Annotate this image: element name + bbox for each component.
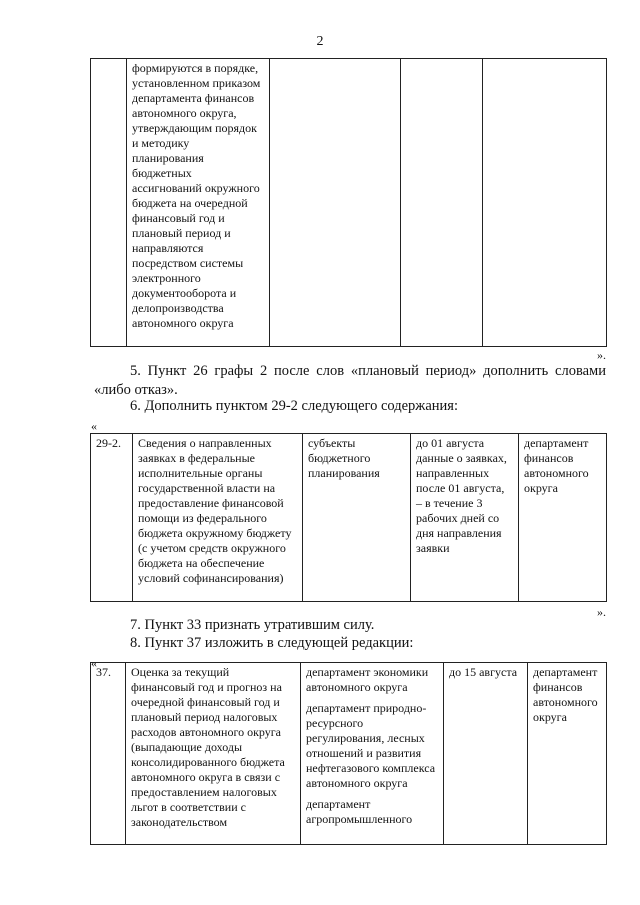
paragraph-7: 7. Пункт 33 признать утратившим силу. — [130, 617, 375, 633]
table1-deadline-cell — [401, 59, 483, 347]
open-quote-3: « — [91, 656, 97, 670]
item-recipient: департамент финансов автономного округа — [528, 663, 607, 845]
item-number: 29-2. — [91, 434, 133, 602]
paragraph-8: 8. Пункт 37 изложить в следующей редакции: — [130, 635, 414, 651]
item-description: Сведения о направленных заявках в федеральные исполнительные органы государственной власти на предоставление финансовой помощи из федерального бюджета окружному бюджету (с учетом средств окружного бюджета на обеспечение условий софинансирования) — [133, 434, 303, 602]
close-quote-2: ». — [597, 605, 606, 619]
continuation-table — [90, 58, 607, 347]
participant-natural-resources: департамент природно-ресурсного регулирования, лесных отношений и развития нефтегазового комплекса автономного округа — [306, 701, 436, 790]
page-number: 2 — [316, 34, 324, 49]
item-description: Оценка за текущий финансовый год и прогноз на очередной финансовый год и плановый период налоговых расходов автономного округа (выпадающие доходы консолидированного бюджета автономного округа в связи с предоставлением налоговых льгот в соответствии с законодательством — [126, 663, 301, 845]
table1-recipient-cell — [483, 59, 607, 347]
table1-description-cell: формируются в порядке, установленном приказом департамента финансов автономного округа, утверждающим порядок и методику планирования бюджетных ассигнований окружного бюджета на очередной финансовый год и плановый период и направляются посредством системы электронного документооборота и делопроизводства автономного округа — [127, 59, 270, 347]
paragraph-5: 5. Пункт 26 графы 2 после слов «плановый период» дополнить словами «либо отказ». — [94, 363, 606, 398]
item-recipient: департамент финансов автономного округа — [519, 434, 607, 602]
paragraph-6: 6. Дополнить пунктом 29-2 следующего содержания: — [130, 398, 458, 414]
participant-economics: департамент экономики автономного округа — [306, 665, 429, 694]
item-participants: субъекты бюджетного планирования — [303, 434, 411, 602]
table1-num-cell — [91, 59, 127, 347]
item-deadline: до 01 августа данные о заявках, направленных после 01 августа, – в течение 3 рабочих дней со дня направления заявки — [411, 434, 519, 602]
item-number: 37. — [91, 663, 126, 845]
close-quote-1: ». — [597, 348, 606, 362]
table-item-37 — [90, 662, 607, 845]
item-deadline: до 15 августа — [444, 663, 528, 845]
table1-participants-cell — [270, 59, 401, 347]
participant-agro: департамент агропромышленного — [306, 797, 413, 826]
table-item-29-2 — [90, 433, 607, 602]
item-participants — [301, 663, 444, 845]
open-quote-2: « — [91, 419, 97, 433]
